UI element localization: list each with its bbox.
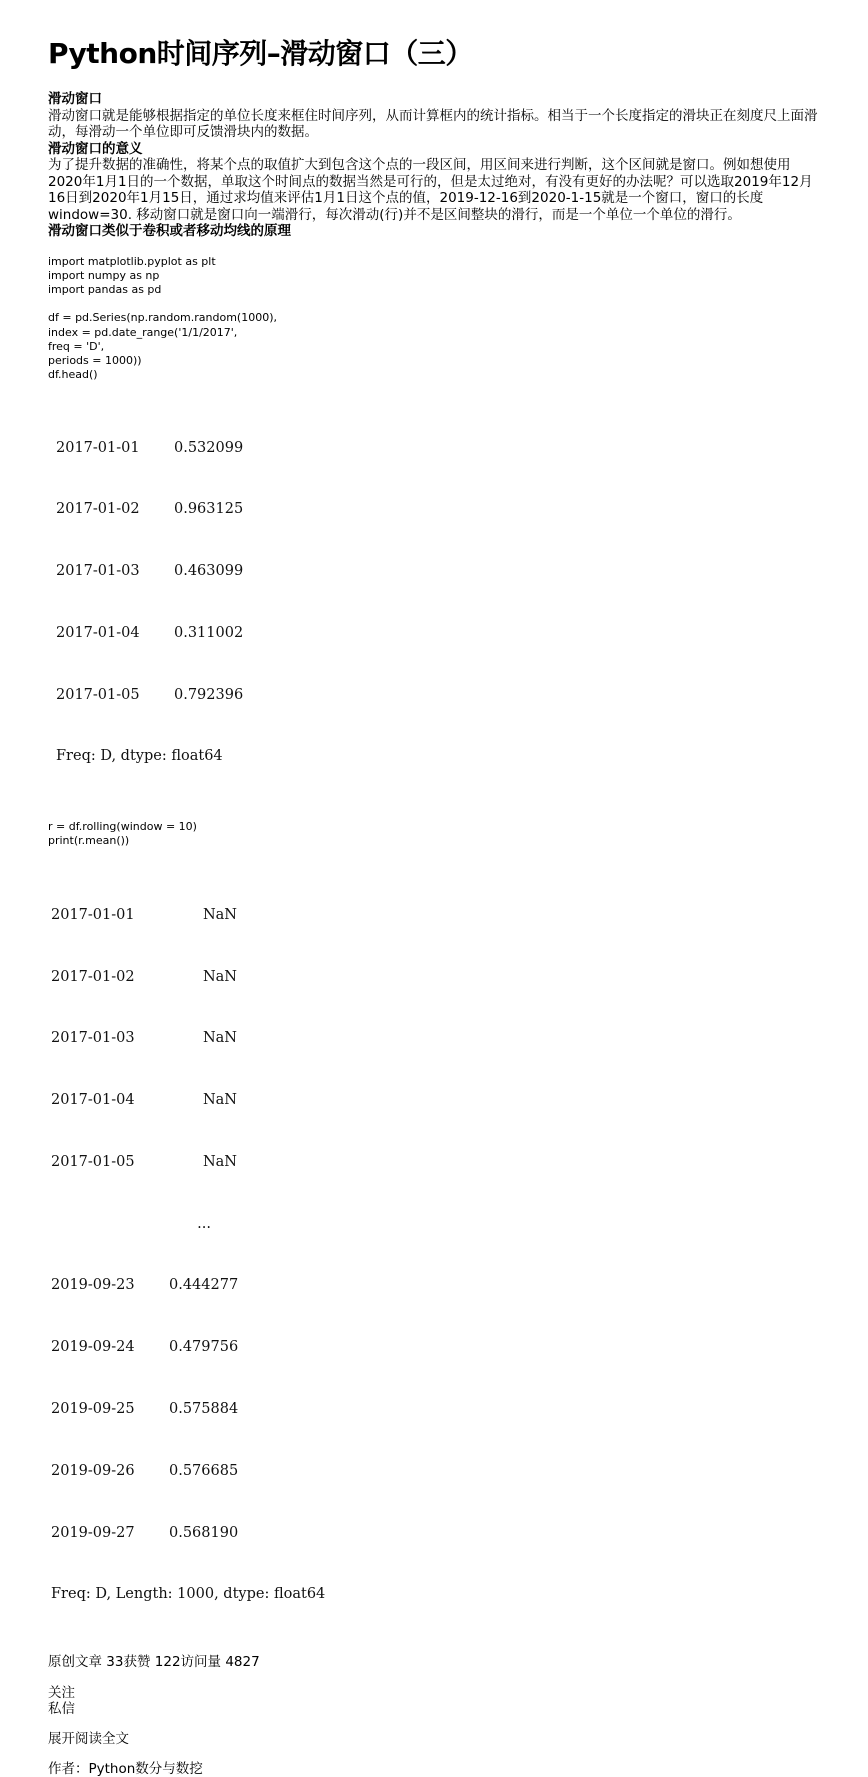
output-footer: Freq: D, Length: 1000, dtype: float64 [51, 1586, 326, 1603]
output-value: 0.444277 [169, 1277, 239, 1294]
output-date: 2017-01-05 [51, 1153, 135, 1170]
output-value: 0.575884 [169, 1401, 239, 1418]
output-value: 0.479756 [169, 1339, 239, 1356]
output-date: 2017-01-02 [51, 968, 135, 985]
output-date: 2019-09-24 [51, 1339, 135, 1356]
spacer [48, 1747, 823, 1761]
output-row [51, 1152, 823, 1173]
section-principle [48, 223, 823, 240]
article-body [48, 91, 823, 1777]
output-value: NaN [202, 968, 237, 985]
output-date: 2017-01-01 [56, 439, 140, 456]
code-line: print(r.mean()) [48, 834, 130, 848]
expand-full-text-button[interactable]: 展开阅读全文 [48, 1731, 129, 1748]
output-row [51, 1337, 823, 1358]
output-row [56, 438, 823, 459]
output-value: NaN [202, 906, 237, 923]
output-value: 0.792396 [174, 686, 244, 703]
code-line: df.head() [48, 368, 98, 382]
code-line: index = pd.date_range('1/1/2017', [48, 325, 238, 339]
output-date: 2019-09-25 [51, 1401, 135, 1418]
output-value: 0.576685 [169, 1462, 239, 1479]
output-date: 2017-01-05 [56, 686, 140, 703]
output-date: 2017-01-01 [51, 906, 135, 923]
message-button[interactable]: 私信 [48, 1701, 75, 1718]
output-date: 2019-09-23 [51, 1277, 135, 1294]
output-image-2 [48, 864, 823, 1647]
output-date: 2017-01-04 [51, 1092, 135, 1109]
output-row [51, 1523, 823, 1544]
output-row [51, 967, 823, 988]
section-meaning [48, 141, 823, 224]
output-row [51, 905, 823, 926]
follow-button[interactable]: 关注 [48, 1685, 75, 1702]
output-date: 2019-09-27 [51, 1524, 135, 1541]
output-value: 0.963125 [174, 501, 244, 518]
output-value: 0.311002 [174, 624, 244, 641]
spacer [48, 1717, 823, 1731]
output-value: NaN [202, 1153, 237, 1170]
spacer [48, 1671, 823, 1685]
output-date: 2017-01-04 [56, 624, 140, 641]
output-footer: Freq: D, dtype: float64 [56, 748, 223, 765]
code-blank-line [48, 297, 823, 311]
article-title: Python时间序列–滑动窗口（三） [48, 37, 473, 70]
output-value: 0.568190 [169, 1524, 239, 1541]
author-stats: 原创文章 33获赞 122访问量 4827 [48, 1654, 260, 1671]
output-date: 2017-01-02 [56, 501, 140, 518]
section-heading: 滑动窗口 [48, 91, 102, 107]
output-row [51, 1028, 823, 1049]
code-line: periods = 1000)) [48, 353, 142, 367]
output-value: 0.532099 [174, 439, 244, 456]
output-date: 2017-01-03 [51, 1030, 135, 1047]
output-value: NaN [202, 1092, 237, 1109]
output-row [51, 1275, 823, 1296]
output-row [56, 685, 823, 706]
output-row [51, 1090, 823, 1111]
code-line: import matplotlib.pyplot as plt [48, 254, 216, 268]
code-block-1 [48, 255, 823, 383]
output-value: NaN [202, 1030, 237, 1047]
section-text: 为了提升数据的准确性，将某个点的取值扩大到包含这个点的一段区间，用区间来进行判断，这个区间就是窗口。例如想使用2020年1月1日的一个数据，单取这个时间点的数据当然是可行的，但是太过绝对，有没有更好的办法呢？可以选取2019年12月16日到2020年1月15日，通过求均值来评估1月1日这个点的值，2019-12-16到2020-1-15就是一个窗口，窗口的长度window=30. 移动窗口就是窗口向一端滑行，每次滑动(行)并不是区间整块的滑行，而是一个单位一个单位的滑行。 [48, 157, 813, 223]
output-ellipsis: ... [197, 1215, 211, 1232]
output-date: 2017-01-03 [56, 563, 140, 580]
code-line: df = pd.Series(np.random.random(1000), [48, 311, 277, 325]
code-block-2 [48, 820, 823, 848]
output-row [56, 623, 823, 644]
section-heading: 滑动窗口的意义 [48, 140, 143, 157]
output-row [56, 499, 823, 520]
code-line: import pandas as pd [48, 282, 162, 296]
output-row [56, 561, 823, 582]
section-text: 滑动窗口就是能够根据指定的单位长度来框住时间序列，从而计算框内的统计指标。相当于一个长度指定的滑块正在刻度尺上面滑动，每滑动一个单位即可反馈滑块内的数据。 [48, 107, 818, 140]
author-name: 作者：Python数分与数挖 [48, 1761, 203, 1777]
output-row [51, 1461, 823, 1482]
section-sliding-window [48, 91, 823, 141]
output-ellipsis-row [51, 1214, 823, 1235]
section-heading: 滑动窗口类似于卷积或者移动均线的原理 [48, 223, 291, 239]
output-row [51, 1399, 823, 1420]
code-line: import numpy as np [48, 268, 160, 282]
output-image-1 [48, 396, 823, 808]
code-line: freq = 'D', [48, 339, 105, 353]
output-date: 2019-09-26 [51, 1462, 135, 1479]
output-value: 0.463099 [174, 563, 244, 580]
code-line: r = df.rolling(window = 10) [48, 820, 197, 834]
